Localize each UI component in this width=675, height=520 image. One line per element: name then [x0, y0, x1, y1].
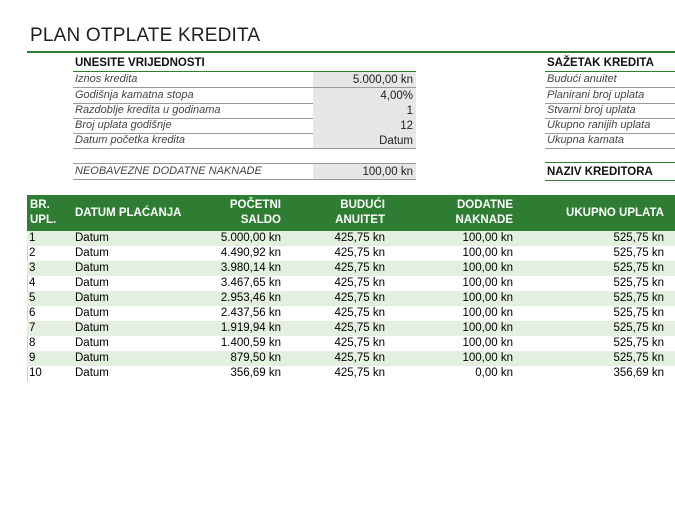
- cell-total: 525,75 kn: [613, 247, 664, 259]
- table-row: [27, 306, 675, 321]
- cell-start-balance: 1.919,94 kn: [220, 322, 281, 334]
- input-row-extra-fees: [73, 163, 416, 180]
- cell-fees: 100,00 kn: [462, 232, 513, 244]
- table-row: [27, 261, 675, 276]
- summary-row: [545, 118, 675, 134]
- cell-no: 2: [29, 247, 36, 259]
- col-header-total: UKUPNO UPLATA: [566, 207, 664, 219]
- lender-rule-bottom: [545, 180, 675, 181]
- cell-fees: 100,00 kn: [462, 352, 513, 364]
- input-row-start-date: [73, 133, 416, 149]
- start-date-field[interactable]: Datum: [313, 133, 416, 148]
- table-row: [27, 291, 675, 306]
- loan-amount-field[interactable]: 5.000,00 kn: [313, 72, 416, 87]
- input-label: Datum početka kredita: [75, 134, 186, 146]
- cell-no: 8: [29, 337, 36, 349]
- cell-annuity: 425,75 kn: [334, 367, 385, 379]
- cell-start-balance: 3.980,14 kn: [220, 262, 281, 274]
- input-row-loan-amount: [73, 72, 416, 88]
- cell-start-balance: 2.953,46 kn: [220, 292, 281, 304]
- cell-date: Datum: [75, 337, 109, 349]
- cell-fees: 100,00 kn: [462, 322, 513, 334]
- cell-fees: 100,00 kn: [462, 307, 513, 319]
- summary-row: [545, 103, 675, 119]
- cell-start-balance: 2.437,56 kn: [220, 307, 281, 319]
- loan-years-field[interactable]: 1: [313, 103, 416, 118]
- cell-date: Datum: [75, 262, 109, 274]
- input-label: Broj uplata godišnje: [75, 119, 172, 131]
- input-label: Godišnja kamatna stopa: [75, 89, 194, 101]
- cell-no: 1: [29, 232, 36, 244]
- cell-annuity: 425,75 kn: [334, 292, 385, 304]
- cell-total: 525,75 kn: [613, 262, 664, 274]
- cell-no: 3: [29, 262, 36, 274]
- input-label: Iznos kredita: [75, 73, 138, 85]
- cell-annuity: 425,75 kn: [334, 337, 385, 349]
- cell-annuity: 425,75 kn: [334, 262, 385, 274]
- summary-row: [545, 88, 675, 104]
- cell-total: 525,75 kn: [613, 232, 664, 244]
- cell-fees: 0,00 kn: [475, 367, 513, 379]
- table-row: [27, 366, 675, 381]
- extra-fees-field[interactable]: 100,00 kn: [313, 164, 416, 179]
- inputs-heading: UNESITE VRIJEDNOSTI: [75, 57, 205, 69]
- summary-label: Ukupna kamata: [547, 134, 625, 146]
- cell-date: Datum: [75, 367, 109, 379]
- table-row: [27, 351, 675, 366]
- input-label: Razdoblje kredita u godinama: [75, 104, 221, 116]
- summary-label: Ukupno ranijih uplata: [547, 119, 651, 131]
- cell-no: 7: [29, 322, 36, 334]
- input-row-payments-per-year: [73, 118, 416, 134]
- cell-fees: 100,00 kn: [462, 277, 513, 289]
- table-header: [27, 195, 675, 231]
- table-row: [27, 276, 675, 291]
- table-row: [27, 336, 675, 351]
- input-row-loan-years: [73, 103, 416, 119]
- col-header-annuity: BUDUĆI ANUITET: [335, 199, 385, 226]
- cell-date: Datum: [75, 292, 109, 304]
- col-header-fees: DODATNE NAKNADE: [455, 199, 513, 226]
- cell-fees: 100,00 kn: [462, 292, 513, 304]
- summary-label: Budući anuitet: [547, 73, 617, 85]
- cell-start-balance: 5.000,00 kn: [220, 232, 281, 244]
- cell-date: Datum: [75, 307, 109, 319]
- cell-annuity: 425,75 kn: [334, 307, 385, 319]
- cell-no: 9: [29, 352, 36, 364]
- cell-total: 356,69 kn: [613, 367, 664, 379]
- summary-heading: SAŽETAK KREDITA: [547, 57, 654, 69]
- col-header-start-balance: POČETNI SALDO: [229, 199, 281, 226]
- cell-annuity: 425,75 kn: [334, 247, 385, 259]
- cell-start-balance: 3.467,65 kn: [220, 277, 281, 289]
- summary-label: Planirani broj uplata: [547, 89, 645, 101]
- col-header-no: BR. UPL.: [30, 199, 57, 226]
- summary-row: [545, 133, 675, 149]
- table-row: [27, 246, 675, 261]
- cell-total: 525,75 kn: [613, 277, 664, 289]
- cell-date: Datum: [75, 352, 109, 364]
- cell-total: 525,75 kn: [613, 322, 664, 334]
- page-title: PLAN OTPLATE KREDITA: [30, 25, 261, 46]
- cell-annuity: 425,75 kn: [334, 352, 385, 364]
- table-row: [27, 231, 675, 246]
- table-row: [27, 321, 675, 336]
- cell-no: 6: [29, 307, 36, 319]
- summary-row: [545, 72, 675, 88]
- cell-date: Datum: [75, 232, 109, 244]
- cell-date: Datum: [75, 277, 109, 289]
- cell-date: Datum: [75, 322, 109, 334]
- cell-start-balance: 356,69 kn: [230, 367, 281, 379]
- cell-start-balance: 1.400,59 kn: [220, 337, 281, 349]
- cell-no: 10: [29, 367, 42, 379]
- cell-fees: 100,00 kn: [462, 337, 513, 349]
- cell-total: 525,75 kn: [613, 307, 664, 319]
- input-label: NEOBAVEZNE DODATNE NAKNADE: [75, 165, 262, 177]
- cell-start-balance: 879,50 kn: [230, 352, 281, 364]
- lender-rule-top: [545, 162, 675, 163]
- cell-start-balance: 4.490,92 kn: [220, 247, 281, 259]
- cell-total: 525,75 kn: [613, 352, 664, 364]
- title-underline: [27, 51, 675, 53]
- summary-label: Stvarni broj uplata: [547, 104, 636, 116]
- input-row-interest-rate: [73, 88, 416, 104]
- payments-per-year-field[interactable]: 12: [313, 118, 416, 133]
- cell-total: 525,75 kn: [613, 292, 664, 304]
- col-header-date: DATUM PLAĆANJA: [75, 207, 182, 219]
- cell-annuity: 425,75 kn: [334, 322, 385, 334]
- interest-rate-field[interactable]: 4,00%: [313, 88, 416, 103]
- cell-no: 5: [29, 292, 36, 304]
- lender-heading: NAZIV KREDITORA: [547, 166, 653, 178]
- cell-total: 525,75 kn: [613, 337, 664, 349]
- cell-fees: 100,00 kn: [462, 247, 513, 259]
- cell-no: 4: [29, 277, 36, 289]
- cell-fees: 100,00 kn: [462, 262, 513, 274]
- cell-annuity: 425,75 kn: [334, 277, 385, 289]
- cell-annuity: 425,75 kn: [334, 232, 385, 244]
- cell-date: Datum: [75, 247, 109, 259]
